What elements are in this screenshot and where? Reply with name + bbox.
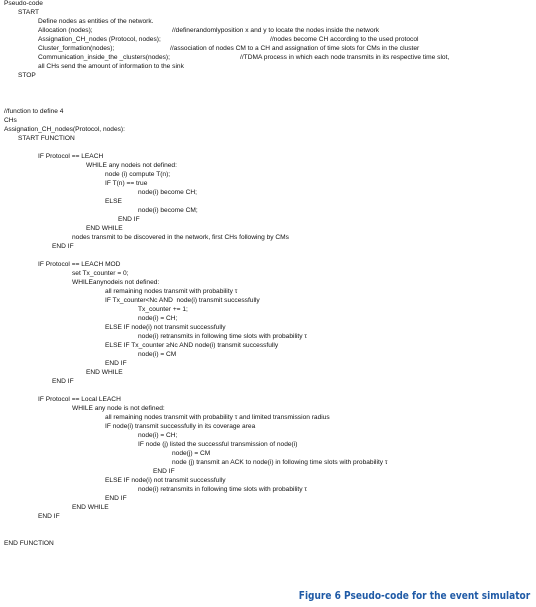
line-start-function: START FUNCTION: [18, 135, 75, 142]
line-allocation-comment: //definerandomlyposition x and y to locate the nodes inside the network: [172, 27, 380, 34]
line-while-any-mod: WHILEanynodeis not defined:: [72, 279, 160, 286]
line-retransmit-1: node(i) retransmits in following time slots with probability τ: [138, 333, 307, 340]
line-end-if-3: END IF: [105, 360, 127, 367]
line-end-while-2: END WHILE: [86, 369, 123, 376]
line-become-ch-1: node(i) become CH;: [138, 189, 198, 196]
line-node-cm-1: node(i) = CM: [138, 351, 177, 358]
line-end-while-1: END WHILE: [86, 225, 123, 232]
line-else-if-counter: ELSE IF Tx_counter ≥Nc AND node(i) transmit successfully: [105, 342, 279, 349]
line-if-listed: IF node (j) listed the successful transmission of node(i): [138, 441, 298, 448]
line-end-function: END FUNCTION: [4, 540, 54, 547]
line-node-ch-2: node(i) = CH;: [138, 432, 178, 439]
line-assignation-def: Assignation_CH_nodes(Protocol, nodes):: [4, 126, 125, 133]
figure-caption: Figure 6 Pseudo-code for the event simulator: [298, 589, 530, 602]
line-end-if-7: END IF: [38, 513, 60, 520]
line-allocation: Allocation (nodes);: [38, 27, 93, 34]
line-pseudo-code-label: Pseudo-code: [4, 0, 43, 7]
line-retransmit-2: node(i) retransmits in following time slots with probability τ: [138, 486, 307, 493]
line-if-t: IF T(n) == true: [105, 180, 148, 187]
line-remaining-2: all remaining nodes transmit with probability τ and limited transmission radius: [105, 414, 330, 421]
line-function-define: //function to define 4: [4, 108, 64, 115]
line-node-j-cm: node(j) = CM: [172, 450, 211, 457]
line-assignation-comment: //nodes become CH according to the used protocol: [270, 36, 419, 43]
line-else-if-not-2: ELSE IF node(i) not transmit successfully: [105, 477, 226, 484]
line-if-coverage: IF node(i) transmit successfully in its coverage area: [105, 423, 256, 430]
line-node-j-ack: node (j) transmit an ACK to node(i) in following time slots with probability τ: [172, 459, 388, 466]
line-become-cm-1: node(i) become CM;: [138, 207, 198, 214]
line-while-nodes: WHILE any nodeis not defined:: [86, 162, 177, 169]
line-else-if-not-1: ELSE IF node(i) not transmit successfully: [105, 324, 226, 331]
line-end-if-1: END IF: [118, 216, 140, 223]
line-if-leach-mod: IF Protocol == LEACH MOD: [38, 261, 121, 268]
line-while-local: WHILE any node is not defined:: [72, 405, 165, 412]
line-end-if-5: END IF: [153, 468, 175, 475]
line-stop: STOP: [18, 72, 36, 79]
line-if-leach: IF Protocol == LEACH: [38, 153, 104, 160]
line-end-while-3: END WHILE: [72, 504, 109, 511]
line-communication: Communication_inside_the _clusters(nodes);: [38, 54, 170, 61]
line-assignation: Assignation_CH_nodes (Protocol, nodes);: [38, 36, 161, 43]
line-end-if-2: END IF: [52, 243, 74, 250]
line-if-local: IF Protocol == Local LEACH: [38, 396, 121, 403]
line-start: START: [18, 9, 40, 16]
line-counter-inc: Tx_counter += 1;: [138, 306, 188, 313]
line-else-1: ELSE: [105, 198, 122, 205]
line-end-if-6: END IF: [105, 495, 127, 502]
line-cluster-formation: Cluster_formation(nodes);: [38, 45, 115, 52]
line-chs-send: all CHs send the amount of information to the sink: [38, 63, 184, 70]
line-cluster-formation-comment: //association of nodes CM to a CH and assignation of time slots for CMs in the cluster: [170, 45, 420, 52]
line-communication-comment: //TDMA process in which each node transmits in its respective time slot,: [240, 54, 450, 61]
line-if-counter: IF Tx_counter<Nc AND node(i) transmit successfully: [105, 297, 260, 304]
line-node-ch-1: node(i) = CH;: [138, 315, 178, 322]
line-end-if-4: END IF: [52, 378, 74, 385]
line-compute-t: node (i) compute T(n);: [105, 171, 171, 178]
line-set-counter: set Tx_counter = 0;: [72, 270, 129, 277]
line-nodes-transmit: nodes transmit to be discovered in the network, first CHs following by CMs: [72, 234, 289, 241]
line-chs: CHs: [4, 117, 17, 124]
line-remaining-1: all remaining nodes transmit with probability τ: [105, 288, 238, 295]
line-define-nodes: Define nodes as entities of the network.: [38, 18, 154, 25]
